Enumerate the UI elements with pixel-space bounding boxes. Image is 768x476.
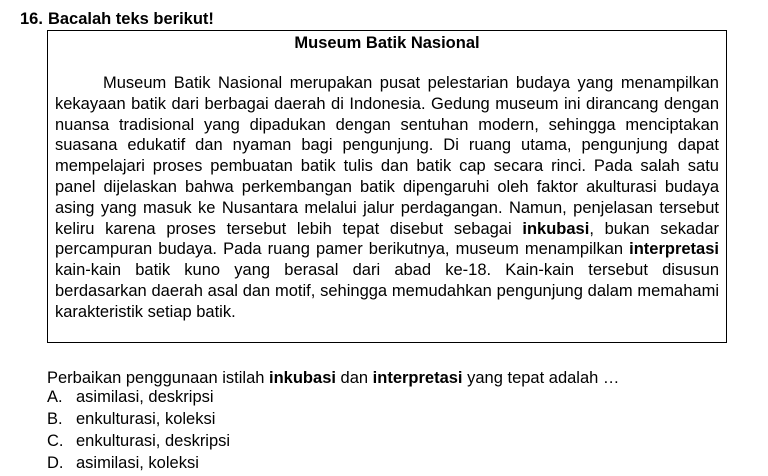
- passage-part-3: kain-kain batik kuno yang berasal dari abad ke-18. Kain-kain tersebut disusun berdasarkan daerah asal dan motif, sehingga memudahkan pengunjung dalam memahami karakteristik setiap batik.: [55, 261, 719, 321]
- prompt-term-inkubasi: inkubasi: [269, 369, 336, 387]
- question-header: [20, 9, 214, 29]
- option-a[interactable]: [47, 386, 230, 408]
- option-d[interactable]: [47, 452, 230, 474]
- reading-text-box: [47, 30, 727, 343]
- option-text: enkulturasi, deskripsi: [76, 432, 231, 450]
- option-text: enkulturasi, koleksi: [76, 410, 216, 428]
- option-letter: C.: [47, 432, 64, 450]
- prompt-term-interpretasi: interpretasi: [372, 369, 463, 387]
- answer-options: [47, 386, 230, 474]
- term-inkubasi: inkubasi: [522, 219, 590, 238]
- option-text: asimilasi, deskripsi: [76, 388, 214, 406]
- prompt-text-before: Perbaikan penggunaan istilah: [47, 369, 270, 387]
- prompt-text-after: yang tepat adalah …: [462, 369, 620, 387]
- option-letter: A.: [47, 388, 63, 406]
- question-instruction: Bacalah teks berikut!: [47, 10, 214, 28]
- prompt-text-middle: dan: [335, 369, 373, 387]
- term-interpretasi: interpretasi: [629, 240, 719, 259]
- option-c[interactable]: [47, 430, 230, 452]
- passage-part-1: Museum Batik Nasional merupakan pusat pelestarian budaya yang menampilkan kekayaan batik dari berbagai daerah di Indonesia. Gedung museum ini dirancang dengan nuansa tradisional yang dipadukan dengan sentuhan modern, sehingga menciptakan suasana edukatif dan nyaman bagi pengunjung. Di ruang utama, pengunjung dapat mempelajari proses pembuatan batik tulis dan batik cap secara rinci. Pada salah satu panel dijelaskan bahwa perkembangan batik dipengaruhi oleh faktor akulturasi budaya asing yang masuk ke Nusantara melalui jalur perdagangan. Namun, penjelasan tersebut keliru karena proses tersebut lebih tepat disebut sebagai: [55, 74, 719, 238]
- option-text: asimilasi, koleksi: [76, 454, 199, 472]
- option-b[interactable]: [47, 408, 230, 430]
- passage-part-2: , bukan sekadar percampuran budaya. Pada ruang pamer berikutnya, museum menampilkan: [55, 219, 719, 259]
- option-letter: D.: [47, 454, 64, 472]
- question-number: 16.: [20, 10, 43, 28]
- text-title: Museum Batik Nasional: [294, 34, 480, 52]
- passage-paragraph: [55, 73, 719, 323]
- option-letter: B.: [47, 410, 63, 428]
